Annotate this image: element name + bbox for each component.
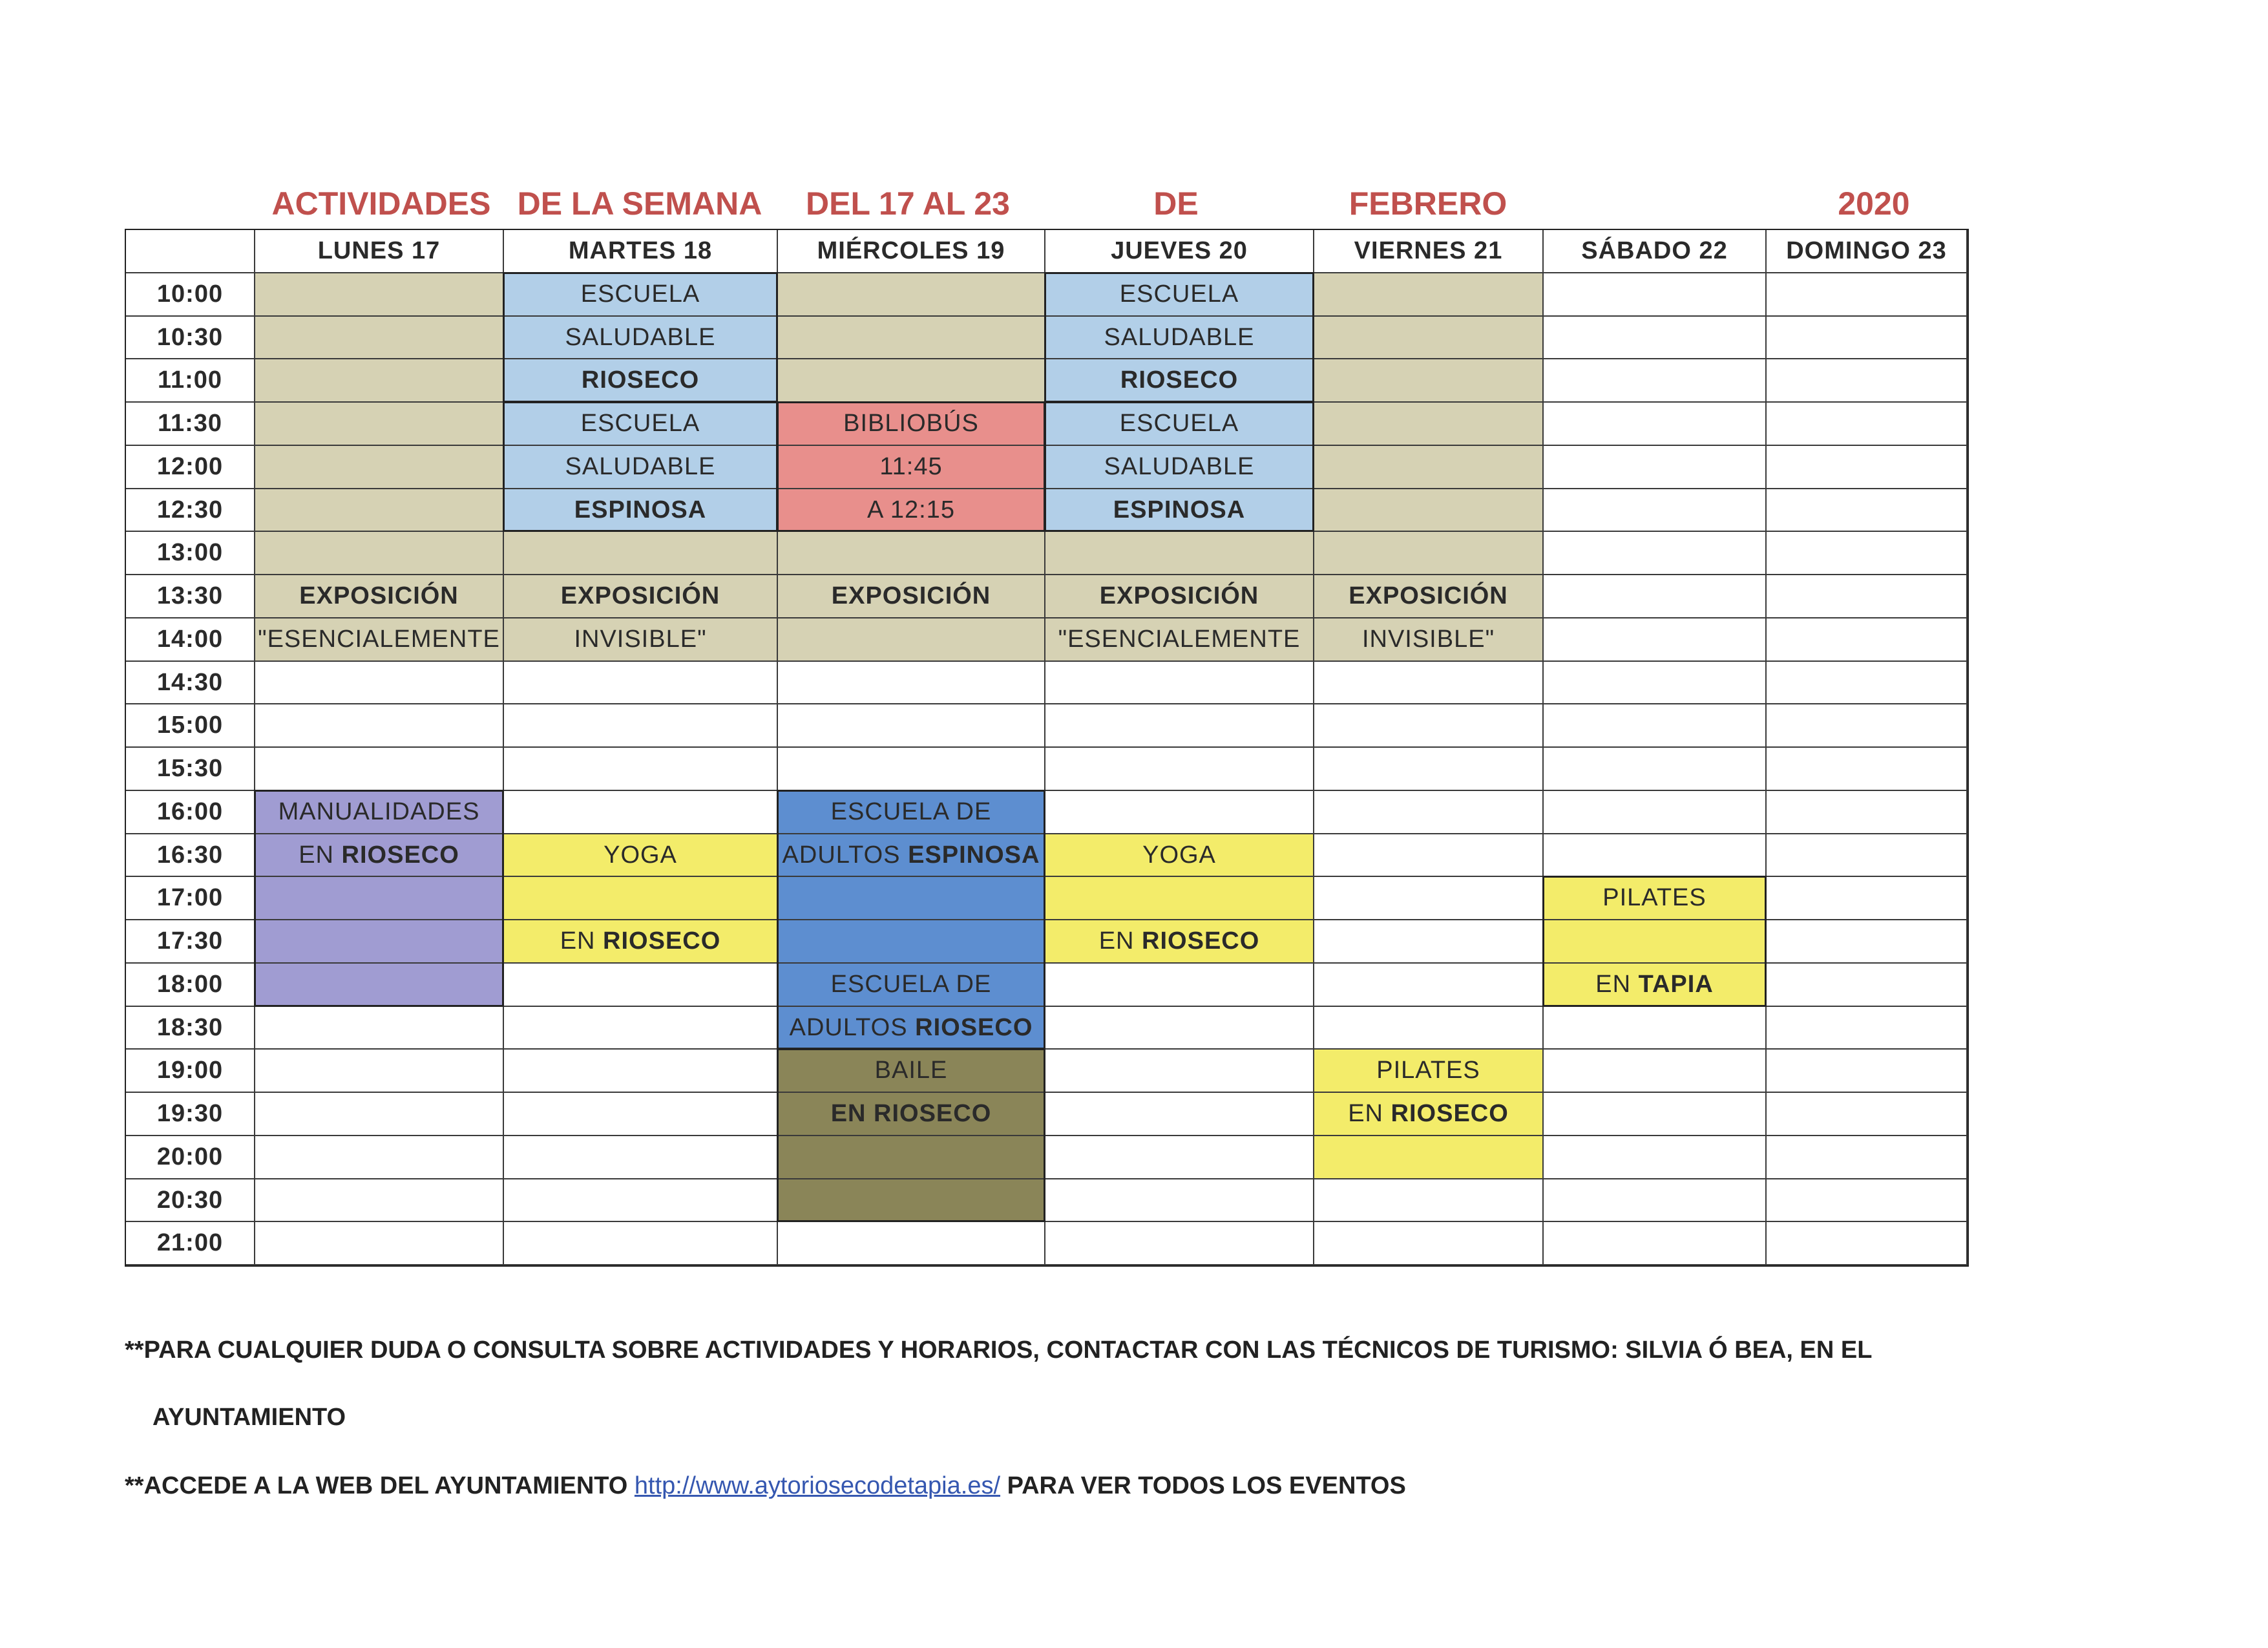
activity-label: EXPOSICIÓN (1349, 582, 1508, 609)
activity-location: RIOSECO (1142, 927, 1260, 955)
time-label: 19:00 (126, 1050, 255, 1093)
schedule-cell (1314, 748, 1544, 791)
schedule-cell (1544, 791, 1767, 834)
activity-label: RIOSECO (1120, 366, 1239, 394)
time-label: 12:30 (126, 489, 255, 532)
activity-label: EXPOSICIÓN (299, 582, 459, 609)
schedule-cell (1314, 1136, 1544, 1179)
schedule-title (0, 181, 2268, 226)
time-label: 16:30 (126, 834, 255, 877)
schedule-cell (1045, 1222, 1314, 1265)
schedule-cell (1544, 618, 1767, 662)
schedule-cell (778, 662, 1045, 704)
schedule-cell (1314, 403, 1544, 446)
activity-cell (1045, 489, 1314, 532)
schedule-cell (1767, 403, 1968, 446)
schedule-cell (1767, 704, 1968, 748)
activity-label: 11:45 (879, 453, 943, 480)
schedule-cell (1544, 532, 1767, 575)
schedule-cell (255, 1007, 504, 1050)
time-label: 17:30 (126, 920, 255, 964)
schedule-cell (1544, 489, 1767, 532)
activity-location: RIOSECO (603, 927, 721, 955)
day-header: DOMINGO 23 (1767, 230, 1968, 273)
day-header: VIERNES 21 (1314, 230, 1544, 273)
activity-label: SALUDABLE (565, 453, 716, 480)
schedule-cell (1314, 791, 1544, 834)
activity-label-prefix: EN (1348, 1100, 1391, 1127)
activity-label: A 12:15 (867, 496, 955, 523)
activity-cell (255, 791, 504, 834)
time-label: 12:00 (126, 446, 255, 489)
schedule-cell (1544, 575, 1767, 618)
time-label: 13:30 (126, 575, 255, 618)
time-label: 10:30 (126, 317, 255, 359)
activity-cell (255, 575, 504, 618)
schedule-cell (504, 1050, 778, 1093)
activity-label: SALUDABLE (1104, 323, 1255, 351)
schedule-cell (1314, 877, 1544, 920)
schedule-cell (1767, 359, 1968, 403)
schedule-cell (255, 273, 504, 317)
title-word-5: FEBRERO (1349, 185, 1507, 222)
schedule-cell (255, 748, 504, 791)
activity-location: RIOSECO (341, 841, 459, 869)
time-label: 21:00 (126, 1222, 255, 1265)
schedule-cell (1544, 1093, 1767, 1136)
activity-label-prefix: EN (560, 927, 604, 955)
schedule-cell (1045, 791, 1314, 834)
schedule-cell (504, 1093, 778, 1136)
activity-location: RIOSECO (915, 1013, 1033, 1041)
activity-label: BIBLIOBÚS (843, 410, 979, 437)
activity-location: RIOSECO (1391, 1100, 1509, 1127)
schedule-cell (1767, 1136, 1968, 1179)
day-header: SÁBADO 22 (1544, 230, 1767, 273)
activity-label: ESCUELA (580, 410, 700, 437)
time-label: 10:00 (126, 273, 255, 317)
schedule-cell (504, 1007, 778, 1050)
schedule-cell (778, 1136, 1045, 1179)
note-web-post: PARA VER TODOS LOS EVENTOS (1000, 1472, 1406, 1499)
activity-label: "ESENCIALEMENTE (258, 626, 500, 653)
title-word-4: DE (1153, 185, 1199, 222)
schedule-cell (504, 964, 778, 1007)
activity-label: EN RIOSECO (830, 1100, 992, 1127)
activity-label: INVISIBLE" (1361, 626, 1495, 653)
schedule-cell (1314, 317, 1544, 359)
time-label: 15:30 (126, 748, 255, 791)
schedule-cell (1767, 662, 1968, 704)
schedule-cell (1544, 834, 1767, 877)
activity-cell (778, 575, 1045, 618)
activity-cell (504, 575, 778, 618)
schedule-cell (255, 877, 504, 920)
schedule-cell (504, 704, 778, 748)
activity-cell (1045, 359, 1314, 403)
schedule-cell (1045, 964, 1314, 1007)
schedule-table (125, 229, 1969, 1267)
schedule-cell (778, 273, 1045, 317)
schedule-cell (1767, 964, 1968, 1007)
schedule-cell (255, 359, 504, 403)
schedule-cell (1544, 1222, 1767, 1265)
activity-cell (504, 317, 778, 359)
schedule-cell (1767, 532, 1968, 575)
schedule-cell (255, 403, 504, 446)
schedule-cell (1314, 446, 1544, 489)
schedule-cell (1544, 317, 1767, 359)
schedule-cell (1767, 446, 1968, 489)
time-label: 18:00 (126, 964, 255, 1007)
activity-label-prefix: EN (299, 841, 342, 869)
schedule-cell (255, 1093, 504, 1136)
activity-cell (1314, 575, 1544, 618)
schedule-cell (778, 317, 1045, 359)
activity-label: RIOSECO (581, 366, 700, 394)
schedule-cell (1314, 489, 1544, 532)
activity-cell (504, 403, 778, 446)
schedule-cell (1045, 1179, 1314, 1222)
schedule-cell (255, 662, 504, 704)
note-contact: **PARA CUALQUIER DUDA O CONSULTA SOBRE ACTIVIDADES Y HORARIOS, CONTACTAR CON LAS TÉCNICOS DE TURISMO: SILVIA Ó BEA, EN EL (125, 1336, 1873, 1364)
time-label: 18:30 (126, 1007, 255, 1050)
schedule-cell (1544, 662, 1767, 704)
schedule-cell (1045, 877, 1314, 920)
schedule-cell (1767, 317, 1968, 359)
schedule-cell (1544, 1136, 1767, 1179)
schedule-cell (1544, 403, 1767, 446)
activity-label: PILATES (1376, 1057, 1480, 1084)
schedule-cell (1314, 1222, 1544, 1265)
activity-cell (504, 273, 778, 317)
activity-label: ESCUELA (580, 280, 700, 308)
schedule-cell (255, 489, 504, 532)
activity-cell (504, 359, 778, 403)
header-corner (126, 230, 255, 273)
activity-label: ESPINOSA (574, 496, 707, 523)
schedule-cell (778, 1179, 1045, 1222)
note-contact-cont: AYUNTAMIENTO (152, 1404, 346, 1431)
schedule-cell (1045, 532, 1314, 575)
schedule-cell (1767, 920, 1968, 964)
activity-cell (778, 1050, 1045, 1093)
schedule-cell (1314, 834, 1544, 877)
schedule-cell (1314, 704, 1544, 748)
schedule-cell (1544, 1179, 1767, 1222)
time-label: 13:00 (126, 532, 255, 575)
schedule-cell (504, 1179, 778, 1222)
schedule-cell (1544, 920, 1767, 964)
day-header: JUEVES 20 (1045, 230, 1314, 273)
schedule-cell (1767, 489, 1968, 532)
schedule-cell (1045, 1007, 1314, 1050)
activity-cell (1045, 618, 1314, 662)
time-label: 19:30 (126, 1093, 255, 1136)
schedule-cell (255, 532, 504, 575)
activity-cell (1045, 317, 1314, 359)
activity-cell (504, 618, 778, 662)
schedule-cell (1767, 834, 1968, 877)
schedule-cell (1314, 920, 1544, 964)
activity-label: PILATES (1602, 884, 1706, 911)
schedule-cell (1767, 1179, 1968, 1222)
activity-cell (1045, 273, 1314, 317)
schedule-cell (1314, 359, 1544, 403)
activity-cell (778, 834, 1045, 877)
activity-label-prefix: ADULTOS (789, 1013, 916, 1041)
schedule-cell (1314, 532, 1544, 575)
activity-label: SALUDABLE (1104, 453, 1255, 480)
schedule-cell (1544, 1007, 1767, 1050)
activity-cell (778, 1007, 1045, 1050)
title-word-1: ACTIVIDADES (271, 185, 491, 222)
schedule-cell (1544, 1050, 1767, 1093)
schedule-cell (1045, 748, 1314, 791)
activity-location: TAPIA (1638, 971, 1714, 998)
time-label: 20:00 (126, 1136, 255, 1179)
schedule-cell (504, 791, 778, 834)
activity-label: INVISIBLE" (574, 626, 707, 653)
day-header: MIÉRCOLES 19 (778, 230, 1045, 273)
schedule-cell (255, 920, 504, 964)
activity-label-prefix: ADULTOS (782, 841, 908, 869)
schedule-cell (1767, 273, 1968, 317)
activity-label: ESCUELA DE (830, 971, 992, 998)
activity-label: EXPOSICIÓN (560, 582, 720, 609)
activity-cell (1045, 575, 1314, 618)
schedule-cell (1045, 1050, 1314, 1093)
title-word-2: DE LA SEMANA (517, 185, 762, 222)
schedule-cell (778, 359, 1045, 403)
activity-cell (778, 1093, 1045, 1136)
day-header: MARTES 18 (504, 230, 778, 273)
activity-label: YOGA (604, 841, 677, 869)
activity-cell (1045, 920, 1314, 964)
activity-label: SALUDABLE (565, 323, 716, 351)
schedule-cell (255, 1222, 504, 1265)
schedule-cell (504, 1136, 778, 1179)
schedule-cell (1314, 273, 1544, 317)
schedule-cell (1544, 704, 1767, 748)
activity-label-prefix: EN (1595, 971, 1639, 998)
time-label: 16:00 (126, 791, 255, 834)
note-web (125, 1472, 1406, 1500)
time-label: 11:00 (126, 359, 255, 403)
schedule-cell (255, 964, 504, 1007)
schedule-cell (1767, 1222, 1968, 1265)
activity-cell (778, 446, 1045, 489)
activity-cell (1544, 964, 1767, 1007)
schedule-cell (255, 1136, 504, 1179)
schedule-cell (778, 920, 1045, 964)
activity-cell (1045, 834, 1314, 877)
activity-cell (255, 834, 504, 877)
schedule-cell (1045, 662, 1314, 704)
activity-label: ESCUELA (1119, 280, 1239, 308)
activity-label: ESCUELA DE (830, 798, 992, 825)
schedule-cell (778, 704, 1045, 748)
activity-cell (255, 618, 504, 662)
schedule-cell (1314, 964, 1544, 1007)
activity-cell (1045, 446, 1314, 489)
schedule-cell (255, 1179, 504, 1222)
title-word-6: 2020 (1838, 185, 1910, 222)
activity-cell (1314, 1050, 1544, 1093)
time-label: 14:00 (126, 618, 255, 662)
schedule-cell (1767, 791, 1968, 834)
activity-cell (778, 403, 1045, 446)
schedule-cell (1314, 662, 1544, 704)
schedule-cell (778, 532, 1045, 575)
schedule-cell (1314, 1179, 1544, 1222)
note-web-pre: **ACCEDE A LA WEB DEL AYUNTAMIENTO (125, 1472, 635, 1499)
schedule-cell (255, 317, 504, 359)
schedule-cell (1045, 1093, 1314, 1136)
day-header: LUNES 17 (255, 230, 504, 273)
activity-cell (504, 920, 778, 964)
activity-cell (1045, 403, 1314, 446)
title-word-3: DEL 17 AL 23 (806, 185, 1010, 222)
activity-label: BAILE (874, 1057, 948, 1084)
schedule-cell (1767, 1093, 1968, 1136)
schedule-cell (1045, 704, 1314, 748)
activity-cell (778, 489, 1045, 532)
activity-cell (778, 791, 1045, 834)
schedule-cell (255, 1050, 504, 1093)
schedule-cell (1767, 1007, 1968, 1050)
schedule-cell (504, 532, 778, 575)
schedule-cell (778, 877, 1045, 920)
schedule-cell (1544, 273, 1767, 317)
schedule-cell (778, 748, 1045, 791)
activity-cell (1314, 618, 1544, 662)
schedule-cell (778, 618, 1045, 662)
schedule-cell (1544, 748, 1767, 791)
activity-cell (1544, 877, 1767, 920)
activity-label: "ESENCIALEMENTE (1058, 626, 1301, 653)
activity-label-prefix: EN (1098, 927, 1142, 955)
schedule-cell (1767, 877, 1968, 920)
schedule-cell (1767, 748, 1968, 791)
activity-cell (1314, 1093, 1544, 1136)
schedule-cell (1767, 618, 1968, 662)
schedule-cell (1544, 446, 1767, 489)
time-label: 11:30 (126, 403, 255, 446)
activity-label: EXPOSICIÓN (1099, 582, 1259, 609)
activity-label: MANUALIDADES (278, 798, 480, 825)
activity-label: ESPINOSA (1113, 496, 1246, 523)
time-label: 14:30 (126, 662, 255, 704)
schedule-cell (504, 1222, 778, 1265)
schedule-cell (504, 748, 778, 791)
ayuntamiento-link[interactable]: http://www.aytoriosecodetapia.es/ (634, 1472, 1001, 1499)
schedule-cell (1544, 359, 1767, 403)
schedule-cell (504, 662, 778, 704)
activity-label: YOGA (1142, 841, 1216, 869)
activity-label: ESCUELA (1119, 410, 1239, 437)
schedule-cell (1767, 1050, 1968, 1093)
schedule-cell (1767, 575, 1968, 618)
activity-location: ESPINOSA (908, 841, 1040, 869)
schedule-cell (255, 704, 504, 748)
time-label: 15:00 (126, 704, 255, 748)
time-label: 17:00 (126, 877, 255, 920)
activity-cell (778, 964, 1045, 1007)
activity-label: EXPOSICIÓN (831, 582, 991, 609)
schedule-cell (255, 446, 504, 489)
schedule-cell (1314, 1007, 1544, 1050)
activity-cell (504, 489, 778, 532)
schedule-cell (1045, 1136, 1314, 1179)
time-label: 20:30 (126, 1179, 255, 1222)
activity-cell (504, 446, 778, 489)
schedule-cell (778, 1222, 1045, 1265)
activity-cell (504, 834, 778, 877)
schedule-cell (504, 877, 778, 920)
